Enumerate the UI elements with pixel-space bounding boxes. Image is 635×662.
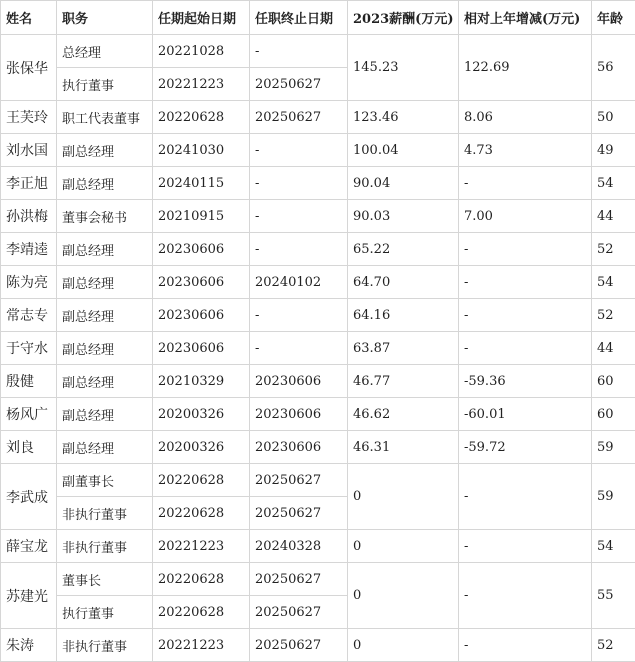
header-row bbox=[1, 1, 635, 35]
table-row bbox=[1, 200, 635, 233]
pay-2023: 0 bbox=[348, 563, 459, 629]
pay-change: - bbox=[459, 167, 592, 200]
role-start-date: 20221223 bbox=[153, 68, 250, 101]
header-position: 职务 bbox=[57, 1, 153, 35]
person-age: 59 bbox=[592, 431, 635, 464]
role-start-date: 20200326 bbox=[153, 398, 250, 431]
person-name: 朱涛 bbox=[1, 629, 57, 662]
table-row bbox=[1, 167, 635, 200]
role-position: 副总经理 bbox=[57, 398, 153, 431]
role-end-date: 20250627 bbox=[250, 596, 348, 629]
role-end-date: 20250627 bbox=[250, 629, 348, 662]
pay-2023: 46.31 bbox=[348, 431, 459, 464]
pay-change: 7.00 bbox=[459, 200, 592, 233]
role-position: 董事会秘书 bbox=[57, 200, 153, 233]
role-position: 副总经理 bbox=[57, 332, 153, 365]
role-position: 非执行董事 bbox=[57, 629, 153, 662]
role-start-date: 20221028 bbox=[153, 35, 250, 68]
header-name: 姓名 bbox=[1, 1, 57, 35]
pay-change: - bbox=[459, 233, 592, 266]
role-start-date: 20220628 bbox=[153, 596, 250, 629]
role-end-date: 20250627 bbox=[250, 563, 348, 596]
header-pay-2023: 2023薪酬(万元) bbox=[348, 1, 459, 35]
role-start-date: 20210329 bbox=[153, 365, 250, 398]
person-name: 孙洪梅 bbox=[1, 200, 57, 233]
person-name: 王芙玲 bbox=[1, 101, 57, 134]
table-row bbox=[1, 398, 635, 431]
role-start-date: 20240115 bbox=[153, 167, 250, 200]
person-name: 刘良 bbox=[1, 431, 57, 464]
role-position: 执行董事 bbox=[57, 596, 153, 629]
role-start-date: 20230606 bbox=[153, 233, 250, 266]
role-start-date: 20230606 bbox=[153, 266, 250, 299]
person-name: 常志专 bbox=[1, 299, 57, 332]
role-position: 副董事长 bbox=[57, 464, 153, 497]
role-start-date: 20200326 bbox=[153, 431, 250, 464]
role-start-date: 20220628 bbox=[153, 464, 250, 497]
role-end-date: 20250627 bbox=[250, 497, 348, 530]
role-start-date: 20230606 bbox=[153, 332, 250, 365]
role-start-date: 20220628 bbox=[153, 497, 250, 530]
role-position: 副总经理 bbox=[57, 233, 153, 266]
person-name: 薛宝龙 bbox=[1, 530, 57, 563]
role-position: 副总经理 bbox=[57, 167, 153, 200]
role-start-date: 20230606 bbox=[153, 299, 250, 332]
role-position: 副总经理 bbox=[57, 266, 153, 299]
person-age: 55 bbox=[592, 563, 635, 629]
role-end-date: - bbox=[250, 200, 348, 233]
person-name: 张保华 bbox=[1, 35, 57, 101]
pay-2023: 123.46 bbox=[348, 101, 459, 134]
pay-change: -59.36 bbox=[459, 365, 592, 398]
person-age: 52 bbox=[592, 629, 635, 662]
person-age: 52 bbox=[592, 299, 635, 332]
role-end-date: 20230606 bbox=[250, 398, 348, 431]
header-end-date: 任职终止日期 bbox=[250, 1, 348, 35]
pay-change: - bbox=[459, 530, 592, 563]
header-age: 年龄 bbox=[592, 1, 635, 35]
table-row bbox=[1, 266, 635, 299]
person-name: 苏建光 bbox=[1, 563, 57, 629]
role-end-date: - bbox=[250, 233, 348, 266]
pay-2023: 0 bbox=[348, 530, 459, 563]
table-row bbox=[1, 431, 635, 464]
person-age: 49 bbox=[592, 134, 635, 167]
pay-change: 4.73 bbox=[459, 134, 592, 167]
person-age: 60 bbox=[592, 398, 635, 431]
pay-change: -59.72 bbox=[459, 431, 592, 464]
table-row bbox=[1, 299, 635, 332]
role-start-date: 20220628 bbox=[153, 101, 250, 134]
role-start-date: 20220628 bbox=[153, 563, 250, 596]
role-start-date: 20241030 bbox=[153, 134, 250, 167]
person-age: 54 bbox=[592, 167, 635, 200]
role-position: 副总经理 bbox=[57, 431, 153, 464]
person-name: 于守水 bbox=[1, 332, 57, 365]
role-end-date: 20230606 bbox=[250, 431, 348, 464]
pay-change: - bbox=[459, 563, 592, 629]
role-position: 职工代表董事 bbox=[57, 101, 153, 134]
role-end-date: - bbox=[250, 167, 348, 200]
role-position: 董事长 bbox=[57, 563, 153, 596]
pay-2023: 145.23 bbox=[348, 35, 459, 101]
pay-2023: 65.22 bbox=[348, 233, 459, 266]
role-start-date: 20221223 bbox=[153, 530, 250, 563]
person-name: 刘水国 bbox=[1, 134, 57, 167]
role-end-date: - bbox=[250, 134, 348, 167]
person-age: 54 bbox=[592, 266, 635, 299]
pay-change: -60.01 bbox=[459, 398, 592, 431]
role-start-date: 20221223 bbox=[153, 629, 250, 662]
role-end-date: 20250627 bbox=[250, 464, 348, 497]
pay-2023: 46.62 bbox=[348, 398, 459, 431]
pay-change: - bbox=[459, 629, 592, 662]
role-start-date: 20210915 bbox=[153, 200, 250, 233]
pay-change: - bbox=[459, 299, 592, 332]
table-row bbox=[1, 101, 635, 134]
role-position: 副总经理 bbox=[57, 299, 153, 332]
pay-2023: 0 bbox=[348, 629, 459, 662]
person-age: 44 bbox=[592, 332, 635, 365]
pay-change: - bbox=[459, 464, 592, 530]
role-end-date: 20250627 bbox=[250, 101, 348, 134]
role-position: 非执行董事 bbox=[57, 530, 153, 563]
role-position: 非执行董事 bbox=[57, 497, 153, 530]
table-body bbox=[1, 35, 635, 662]
pay-2023: 90.04 bbox=[348, 167, 459, 200]
person-age: 56 bbox=[592, 35, 635, 101]
role-end-date: - bbox=[250, 332, 348, 365]
pay-2023: 0 bbox=[348, 464, 459, 530]
role-end-date: - bbox=[250, 299, 348, 332]
role-end-date: - bbox=[250, 35, 348, 68]
pay-2023: 100.04 bbox=[348, 134, 459, 167]
person-age: 54 bbox=[592, 530, 635, 563]
person-age: 59 bbox=[592, 464, 635, 530]
role-end-date: 20240102 bbox=[250, 266, 348, 299]
person-name: 杨风广 bbox=[1, 398, 57, 431]
table-row bbox=[1, 332, 635, 365]
pay-change: 122.69 bbox=[459, 35, 592, 101]
role-position: 执行董事 bbox=[57, 68, 153, 101]
pay-2023: 46.77 bbox=[348, 365, 459, 398]
role-position: 总经理 bbox=[57, 35, 153, 68]
role-position: 副总经理 bbox=[57, 134, 153, 167]
table-row bbox=[1, 629, 635, 662]
role-end-date: 20240328 bbox=[250, 530, 348, 563]
person-age: 52 bbox=[592, 233, 635, 266]
pay-2023: 90.03 bbox=[348, 200, 459, 233]
table-row bbox=[1, 233, 635, 266]
person-age: 60 bbox=[592, 365, 635, 398]
header-start-date: 任期起始日期 bbox=[153, 1, 250, 35]
person-name: 李靖逵 bbox=[1, 233, 57, 266]
role-end-date: 20230606 bbox=[250, 365, 348, 398]
header-change: 相对上年增减(万元) bbox=[459, 1, 592, 35]
table-row bbox=[1, 134, 635, 167]
person-name: 李武成 bbox=[1, 464, 57, 530]
person-name: 陈为亮 bbox=[1, 266, 57, 299]
role-position: 副总经理 bbox=[57, 365, 153, 398]
table-row bbox=[1, 464, 635, 497]
table-row bbox=[1, 35, 635, 68]
person-age: 44 bbox=[592, 200, 635, 233]
pay-change: - bbox=[459, 332, 592, 365]
role-end-date: 20250627 bbox=[250, 68, 348, 101]
table-row bbox=[1, 530, 635, 563]
table-row bbox=[1, 365, 635, 398]
person-name: 殷健 bbox=[1, 365, 57, 398]
pay-change: 8.06 bbox=[459, 101, 592, 134]
pay-2023: 64.16 bbox=[348, 299, 459, 332]
person-age: 50 bbox=[592, 101, 635, 134]
pay-2023: 63.87 bbox=[348, 332, 459, 365]
pay-change: - bbox=[459, 266, 592, 299]
pay-2023: 64.70 bbox=[348, 266, 459, 299]
person-name: 李正旭 bbox=[1, 167, 57, 200]
table-row bbox=[1, 563, 635, 596]
